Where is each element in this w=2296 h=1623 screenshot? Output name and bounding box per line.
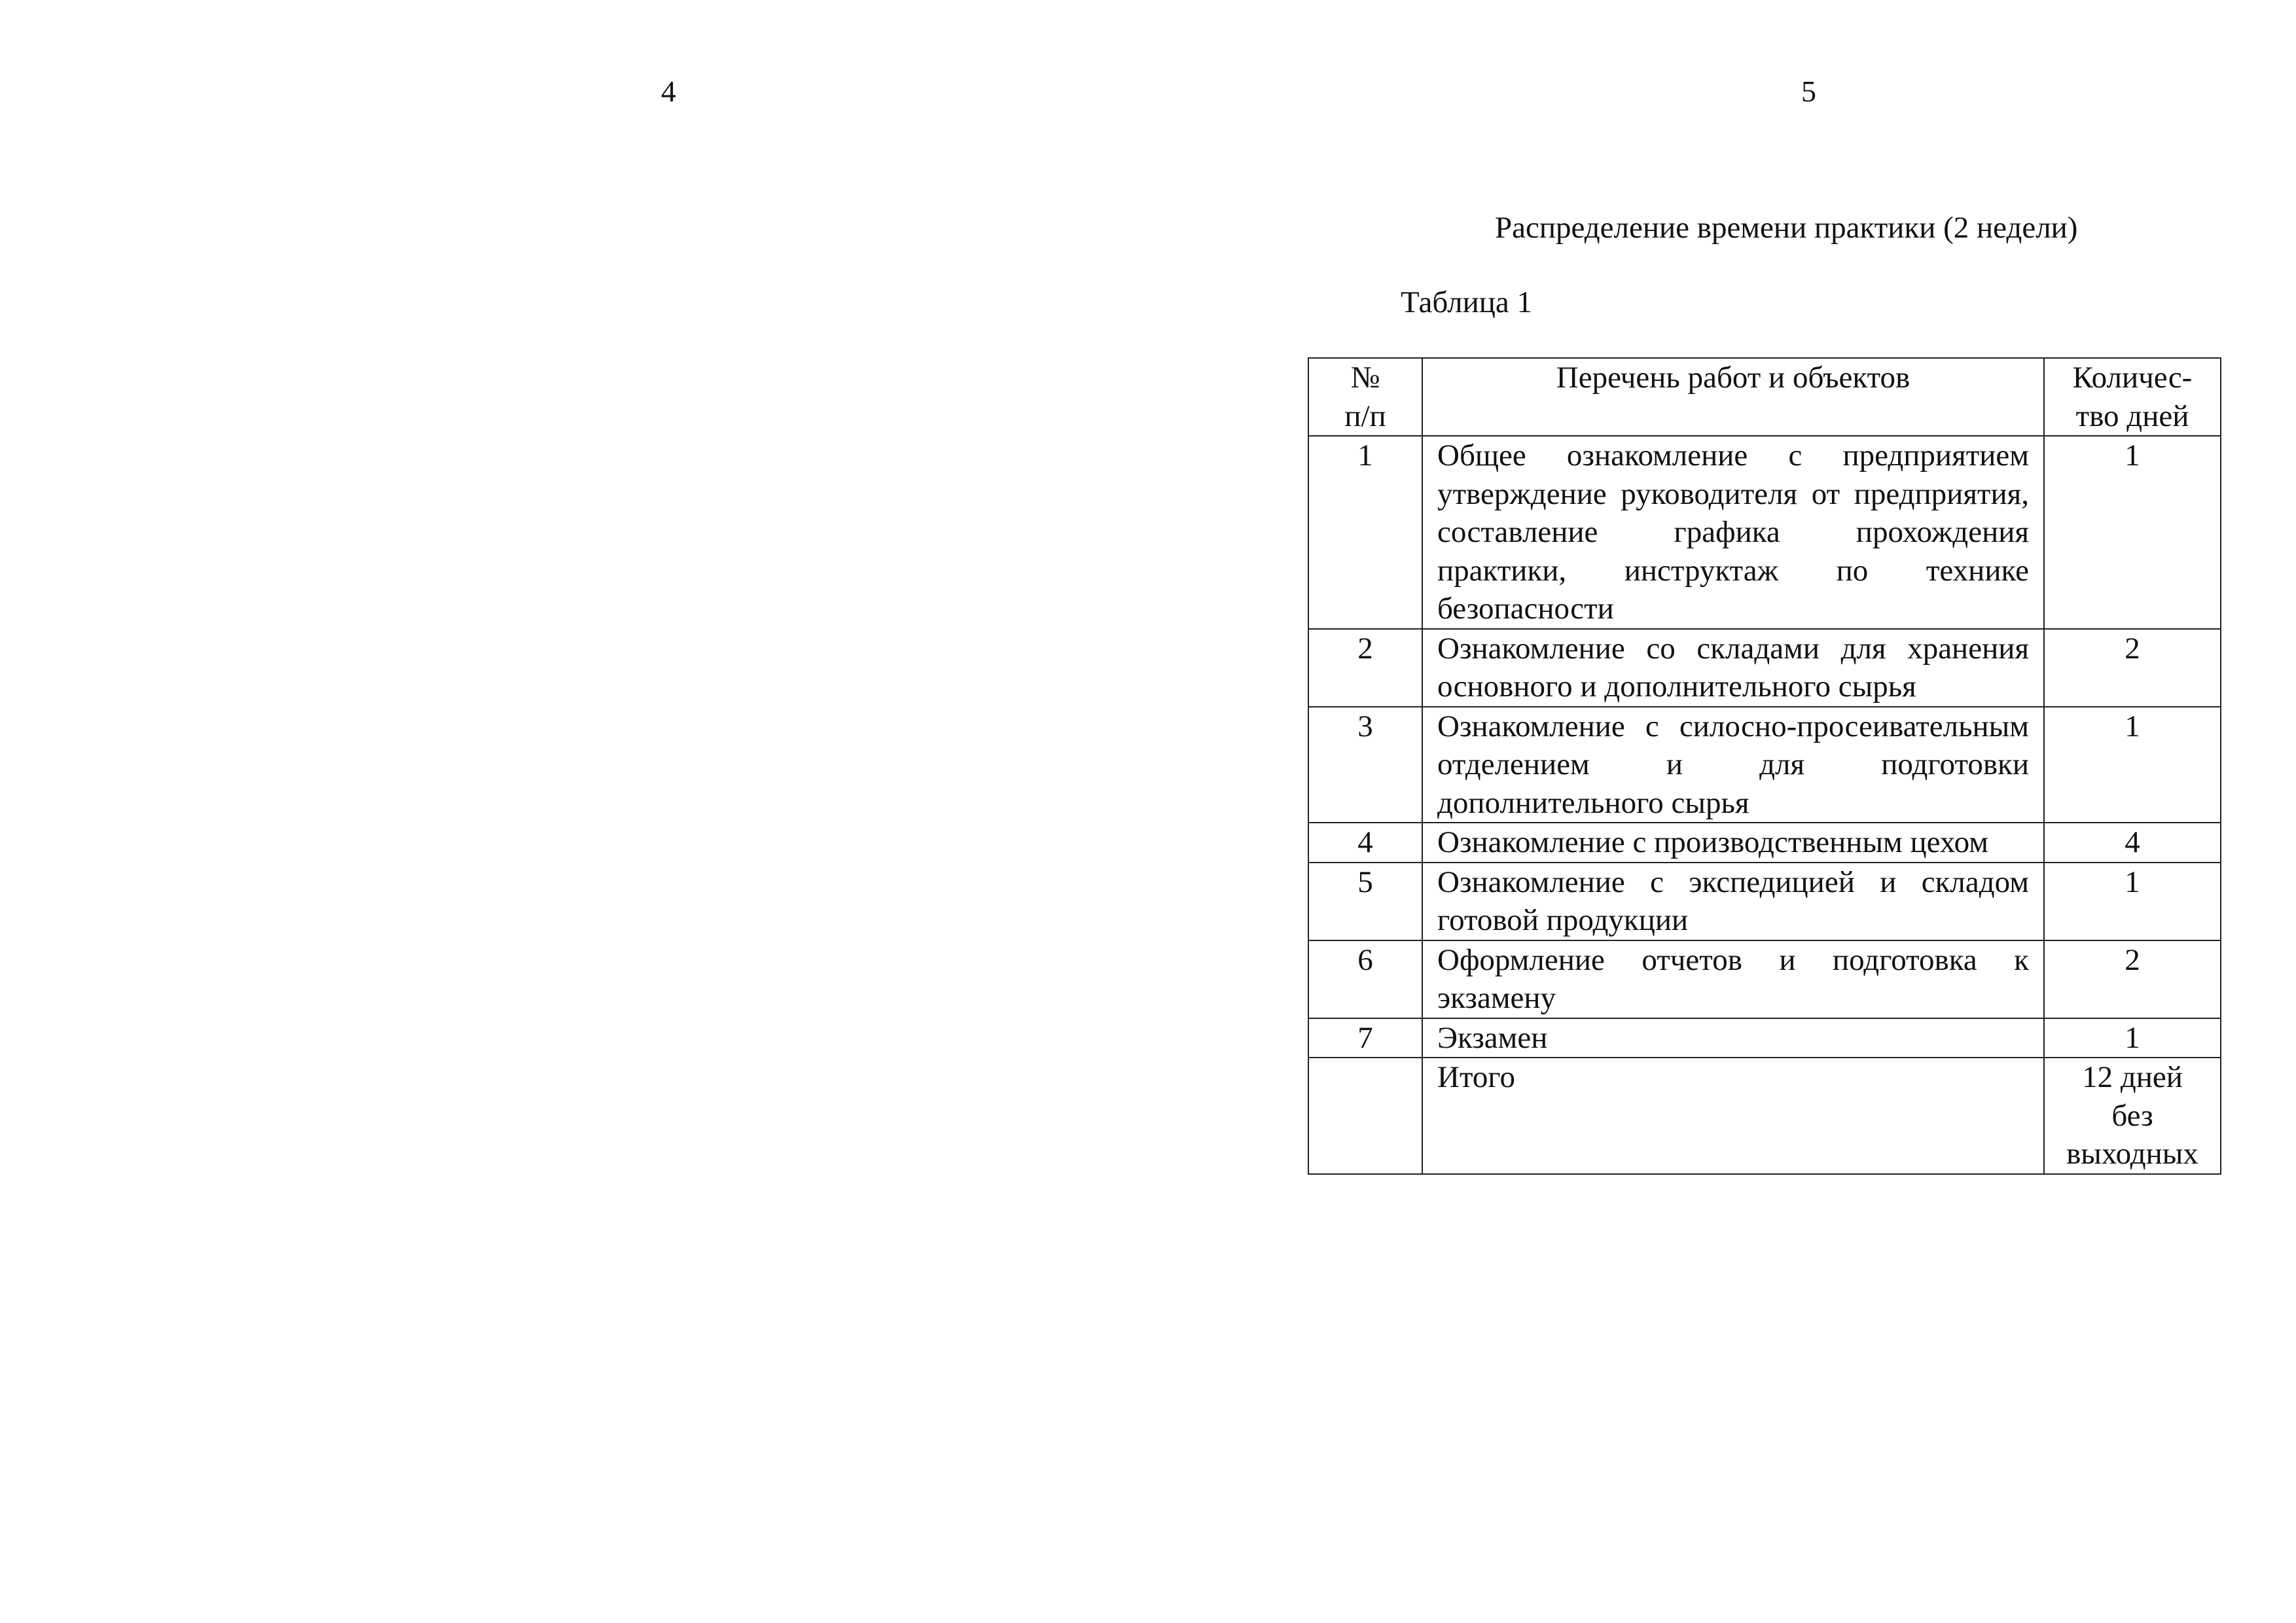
row-name-cell: Ознакомление со складами для хранения основного и дополнительного сырья	[1422, 629, 2044, 707]
right-page	[1148, 0, 2296, 1623]
row-name-cell: Ознакомление с силосно-просеивательным отделением и для подготовки дополнительного сырья	[1422, 707, 2044, 823]
row-num-cell: 2	[1308, 629, 1422, 707]
row-days-cell: 1	[2044, 436, 2221, 629]
header-days-line1: Количес-	[2072, 361, 2193, 395]
practice-schedule-table	[1308, 357, 2221, 1175]
row-num-cell: 5	[1308, 863, 1422, 940]
header-name-cell: Перечень работ и объектов	[1422, 358, 2044, 436]
table-row	[1308, 1018, 2221, 1058]
table-row	[1308, 940, 2221, 1018]
header-num-cell	[1308, 358, 1422, 436]
row-num-cell: 7	[1308, 1018, 1422, 1058]
table-row	[1308, 707, 2221, 823]
total-days-line3: выходных	[2066, 1137, 2198, 1171]
table-total-row	[1308, 1058, 2221, 1174]
row-num-cell: 4	[1308, 823, 1422, 863]
table-row	[1308, 863, 2221, 940]
row-name-cell: Общее ознакомление с предприятием утверждение руководителя от предприятия, составление графика прохождения практики, инструктаж по технике безопасности	[1422, 436, 2044, 629]
header-num-line2: п/п	[1344, 399, 1386, 433]
row-days-cell: 1	[2044, 863, 2221, 940]
total-label-cell: Итого	[1422, 1058, 2044, 1174]
row-days-cell: 1	[2044, 707, 2221, 823]
table-row	[1308, 823, 2221, 863]
row-name-cell: Оформление отчетов и подготовка к экзамену	[1422, 940, 2044, 1018]
total-num-cell	[1308, 1058, 1422, 1174]
page-number-right: 5	[1801, 75, 1816, 108]
page-number-left: 4	[661, 75, 676, 108]
header-days-line2: тво дней	[2075, 399, 2189, 433]
row-name-cell: Экзамен	[1422, 1018, 2044, 1058]
total-days-line2: без	[2111, 1098, 2153, 1133]
table-row	[1308, 436, 2221, 629]
row-num-cell: 1	[1308, 436, 1422, 629]
row-days-cell: 2	[2044, 940, 2221, 1018]
row-days-cell: 4	[2044, 823, 2221, 863]
row-days-cell: 2	[2044, 629, 2221, 707]
row-days-cell: 1	[2044, 1018, 2221, 1058]
total-days-line1: 12 дней	[2082, 1060, 2183, 1094]
row-name-cell: Ознакомление с производственным цехом	[1422, 823, 2044, 863]
table-header-row	[1308, 358, 2221, 436]
table-caption: Таблица 1	[1401, 285, 1533, 319]
total-days-cell	[2044, 1058, 2221, 1174]
table-row	[1308, 629, 2221, 707]
row-num-cell: 6	[1308, 940, 1422, 1018]
header-num-line1: №	[1350, 361, 1380, 395]
section-title: Распределение времени практики (2 недели)	[1495, 211, 2078, 245]
row-name-cell: Ознакомление с экспедицией и складом готовой продукции	[1422, 863, 2044, 940]
row-num-cell: 3	[1308, 707, 1422, 823]
header-days-cell	[2044, 358, 2221, 436]
